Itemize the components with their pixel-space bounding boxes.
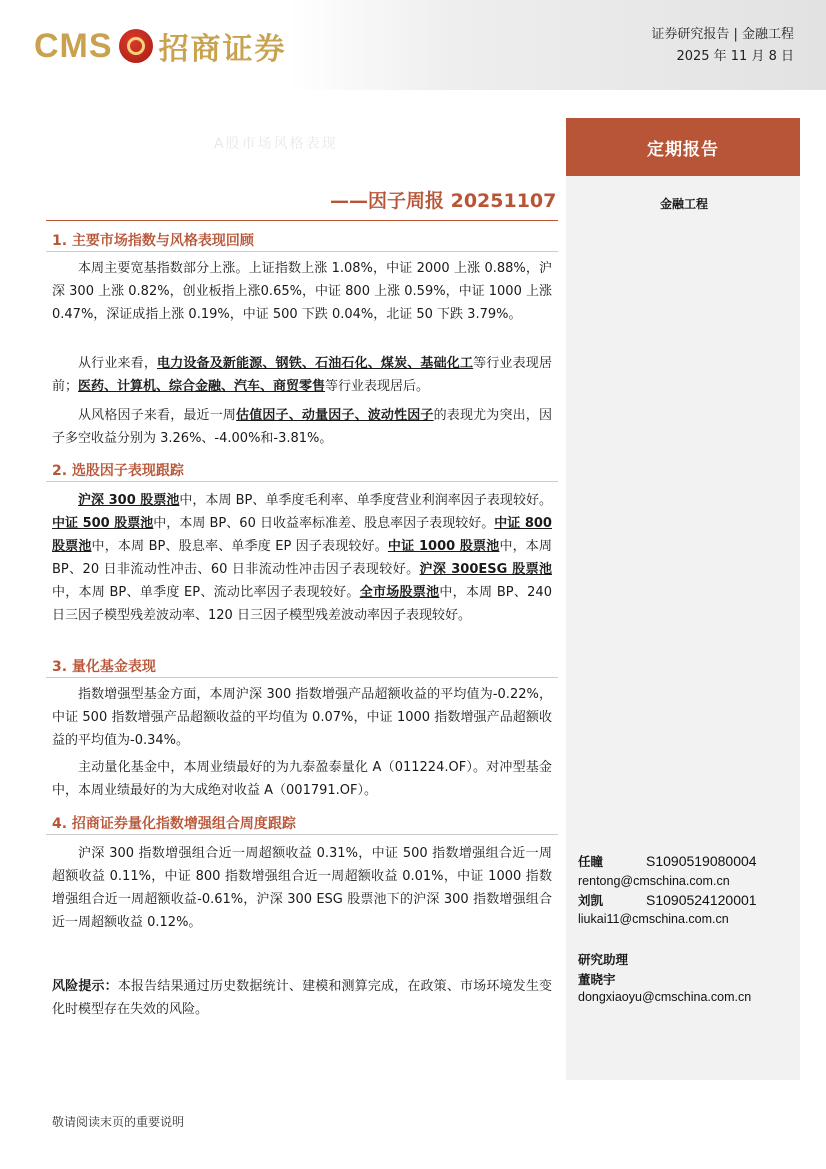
assistant-email[interactable]: dongxiaoyu@cmschina.com.cn — [578, 990, 752, 1004]
logo-chinese: 招商证券 — [158, 32, 287, 67]
sidebar — [566, 118, 800, 1080]
report-title: A股市场风格表现 — [214, 136, 338, 152]
pool-zz1000: 中证 1000 股票池 — [387, 539, 500, 554]
analyst-1-name: 任瞳 — [578, 854, 604, 869]
report-badge: 定期报告 — [566, 118, 800, 176]
s1-p2-lagging-industries: 医药、计算机、综合金融、汽车、商贸零售 — [78, 379, 326, 394]
report-subtitle: ——因子周报 20251107 — [330, 190, 557, 212]
s1-p3-factors: 估值因子、动量因子、波动性因子 — [236, 408, 434, 423]
assistant-name: 董晓宇 — [578, 972, 616, 987]
section-4-paragraph: 沪深 300 指数增强组合近一周超额收益 0.31%，中证 500 指数增强组合近一周超额收益 0.11%，中证 800 指数增强组合近一周超额收益 0.01%，中证 1000 指数增强组合近一周超额收益-0.61%，沪深 300 ESG 股票池下的沪深 300 指数增强组合近一周超额收益 0.12%。 — [52, 846, 552, 930]
s1-p3-intro: 从风格因子来看，最近一周 — [78, 408, 237, 423]
pool-zz1000-text: 中，本周 BP、20 日非流动性冲击、60 日非流动性冲击因子表现较好。 — [52, 539, 552, 577]
s1-p2-end: 等行业表现居后。 — [325, 379, 430, 394]
analyst-1-email[interactable]: rentong@cmschina.com.cn — [578, 874, 730, 888]
pool-zz500-text: 中，本周 BP、60 日收益率标准差、股息率因子表现较好。 — [153, 516, 495, 531]
s1-p2-leading-industries: 电力设备及新能源、钢铁、石油石化、煤炭、基础化工 — [157, 356, 474, 371]
analyst-2-cert: S1090524120001 — [646, 892, 757, 908]
analyst-2-name: 刘凯 — [578, 893, 604, 908]
title-divider — [46, 220, 558, 221]
section-3-paragraph-2: 主动量化基金中，本周业绩最好的为九泰盈泰量化 A（011224.OF）。对冲型基金中，本周业绩最好的为大成绝对收益 A（001791.OF）。 — [52, 760, 552, 798]
pool-all-market: 全市场股票池 — [359, 585, 440, 600]
s1-p2-intro: 从行业来看， — [78, 356, 158, 371]
pool-zz800-text: 中，本周 BP、股息率、单季度 EP 因子表现较好。 — [91, 539, 388, 554]
section-2-paragraph — [52, 489, 552, 627]
section-3-heading: 3. 量化基金表现 — [52, 659, 156, 675]
assistant-label: 研究助理 — [578, 952, 629, 967]
section-4-heading: 4. 招商证券量化指数增强组合周度跟踪 — [52, 816, 296, 832]
section-3-paragraph-1: 指数增强型基金方面，本周沪深 300 指数增强产品超额收益的平均值为-0.22%，中证 500 指数增强产品超额收益的平均值为 0.07%，中证 1000 指数增强产品超额收益的平均值为-0.34%。 — [52, 687, 552, 748]
pool-hs300: 沪深 300 股票池 — [78, 493, 180, 508]
report-date: 2025 年 11 月 8 日 — [676, 49, 794, 64]
section-3-divider — [46, 677, 558, 678]
analyst-2-email[interactable]: liukai11@cmschina.com.cn — [578, 912, 729, 926]
pool-hs300-text: 中，本周 BP、单季度毛利率、单季度营业利润率因子表现较好。 — [179, 493, 552, 508]
section-2-divider — [46, 481, 558, 482]
analyst-2 — [578, 891, 757, 909]
section-1-paragraph-3 — [52, 404, 552, 450]
section-2-heading: 2. 选股因子表现跟踪 — [52, 463, 184, 479]
risk-warning — [52, 975, 552, 1021]
logo-latin: CMS — [34, 26, 113, 65]
report-type: 证券研究报告 | 金融工程 — [651, 27, 794, 42]
section-1-divider — [46, 251, 558, 252]
analyst-1 — [578, 852, 757, 870]
section-1-paragraph-1: 本周主要宽基指数部分上涨。上证指数上涨 1.08%，中证 2000 上涨 0.88%，沪深 300 上涨 0.82%，创业板指上涨0.65%，中证 800 上涨 0.59%，中证 1000 上涨 0.47%，深证成指上涨 0.19%，中证 500 下跌 0.04%，北证 50 下跌 3.79%。 — [52, 261, 552, 322]
pool-zz500: 中证 500 股票池 — [52, 516, 154, 531]
s1-p3-end: 的表现尤为突出，因子多空收益分别为 3.26%、-4.00%和-3.81%。 — [52, 408, 552, 446]
risk-text: 本报告结果通过历史数据统计、建模和测算完成，在政策、市场环境发生变化时模型存在失效的风险。 — [52, 979, 552, 1017]
section-1-paragraph-2 — [52, 352, 552, 398]
pool-all-market-text: 中，本周 BP、240 日三因子模型残差波动率、120 日三因子模型残差波动率因子表现较好。 — [52, 585, 552, 623]
pool-hs300esg-text: 中，本周 BP、单季度 EP、流动比率因子表现较好。 — [52, 585, 360, 600]
pool-zz800: 中证 800 股票池 — [52, 516, 552, 554]
footer-note: 敬请阅读末页的重要说明 — [52, 1115, 185, 1129]
department-label: 金融工程 — [660, 197, 709, 211]
section-1-heading: 1. 主要市场指数与风格表现回顾 — [52, 233, 254, 249]
risk-label: 风险提示： — [52, 979, 118, 994]
section-4-divider — [46, 834, 558, 835]
logo-emblem-icon — [119, 29, 153, 63]
company-logo — [34, 24, 287, 68]
report-meta — [651, 24, 794, 68]
s1-p2-mid: 等行业表现居前； — [52, 356, 552, 394]
pool-hs300esg: 沪深 300ESG 股票池 — [419, 562, 552, 577]
analyst-1-cert: S1090519080004 — [646, 853, 757, 869]
